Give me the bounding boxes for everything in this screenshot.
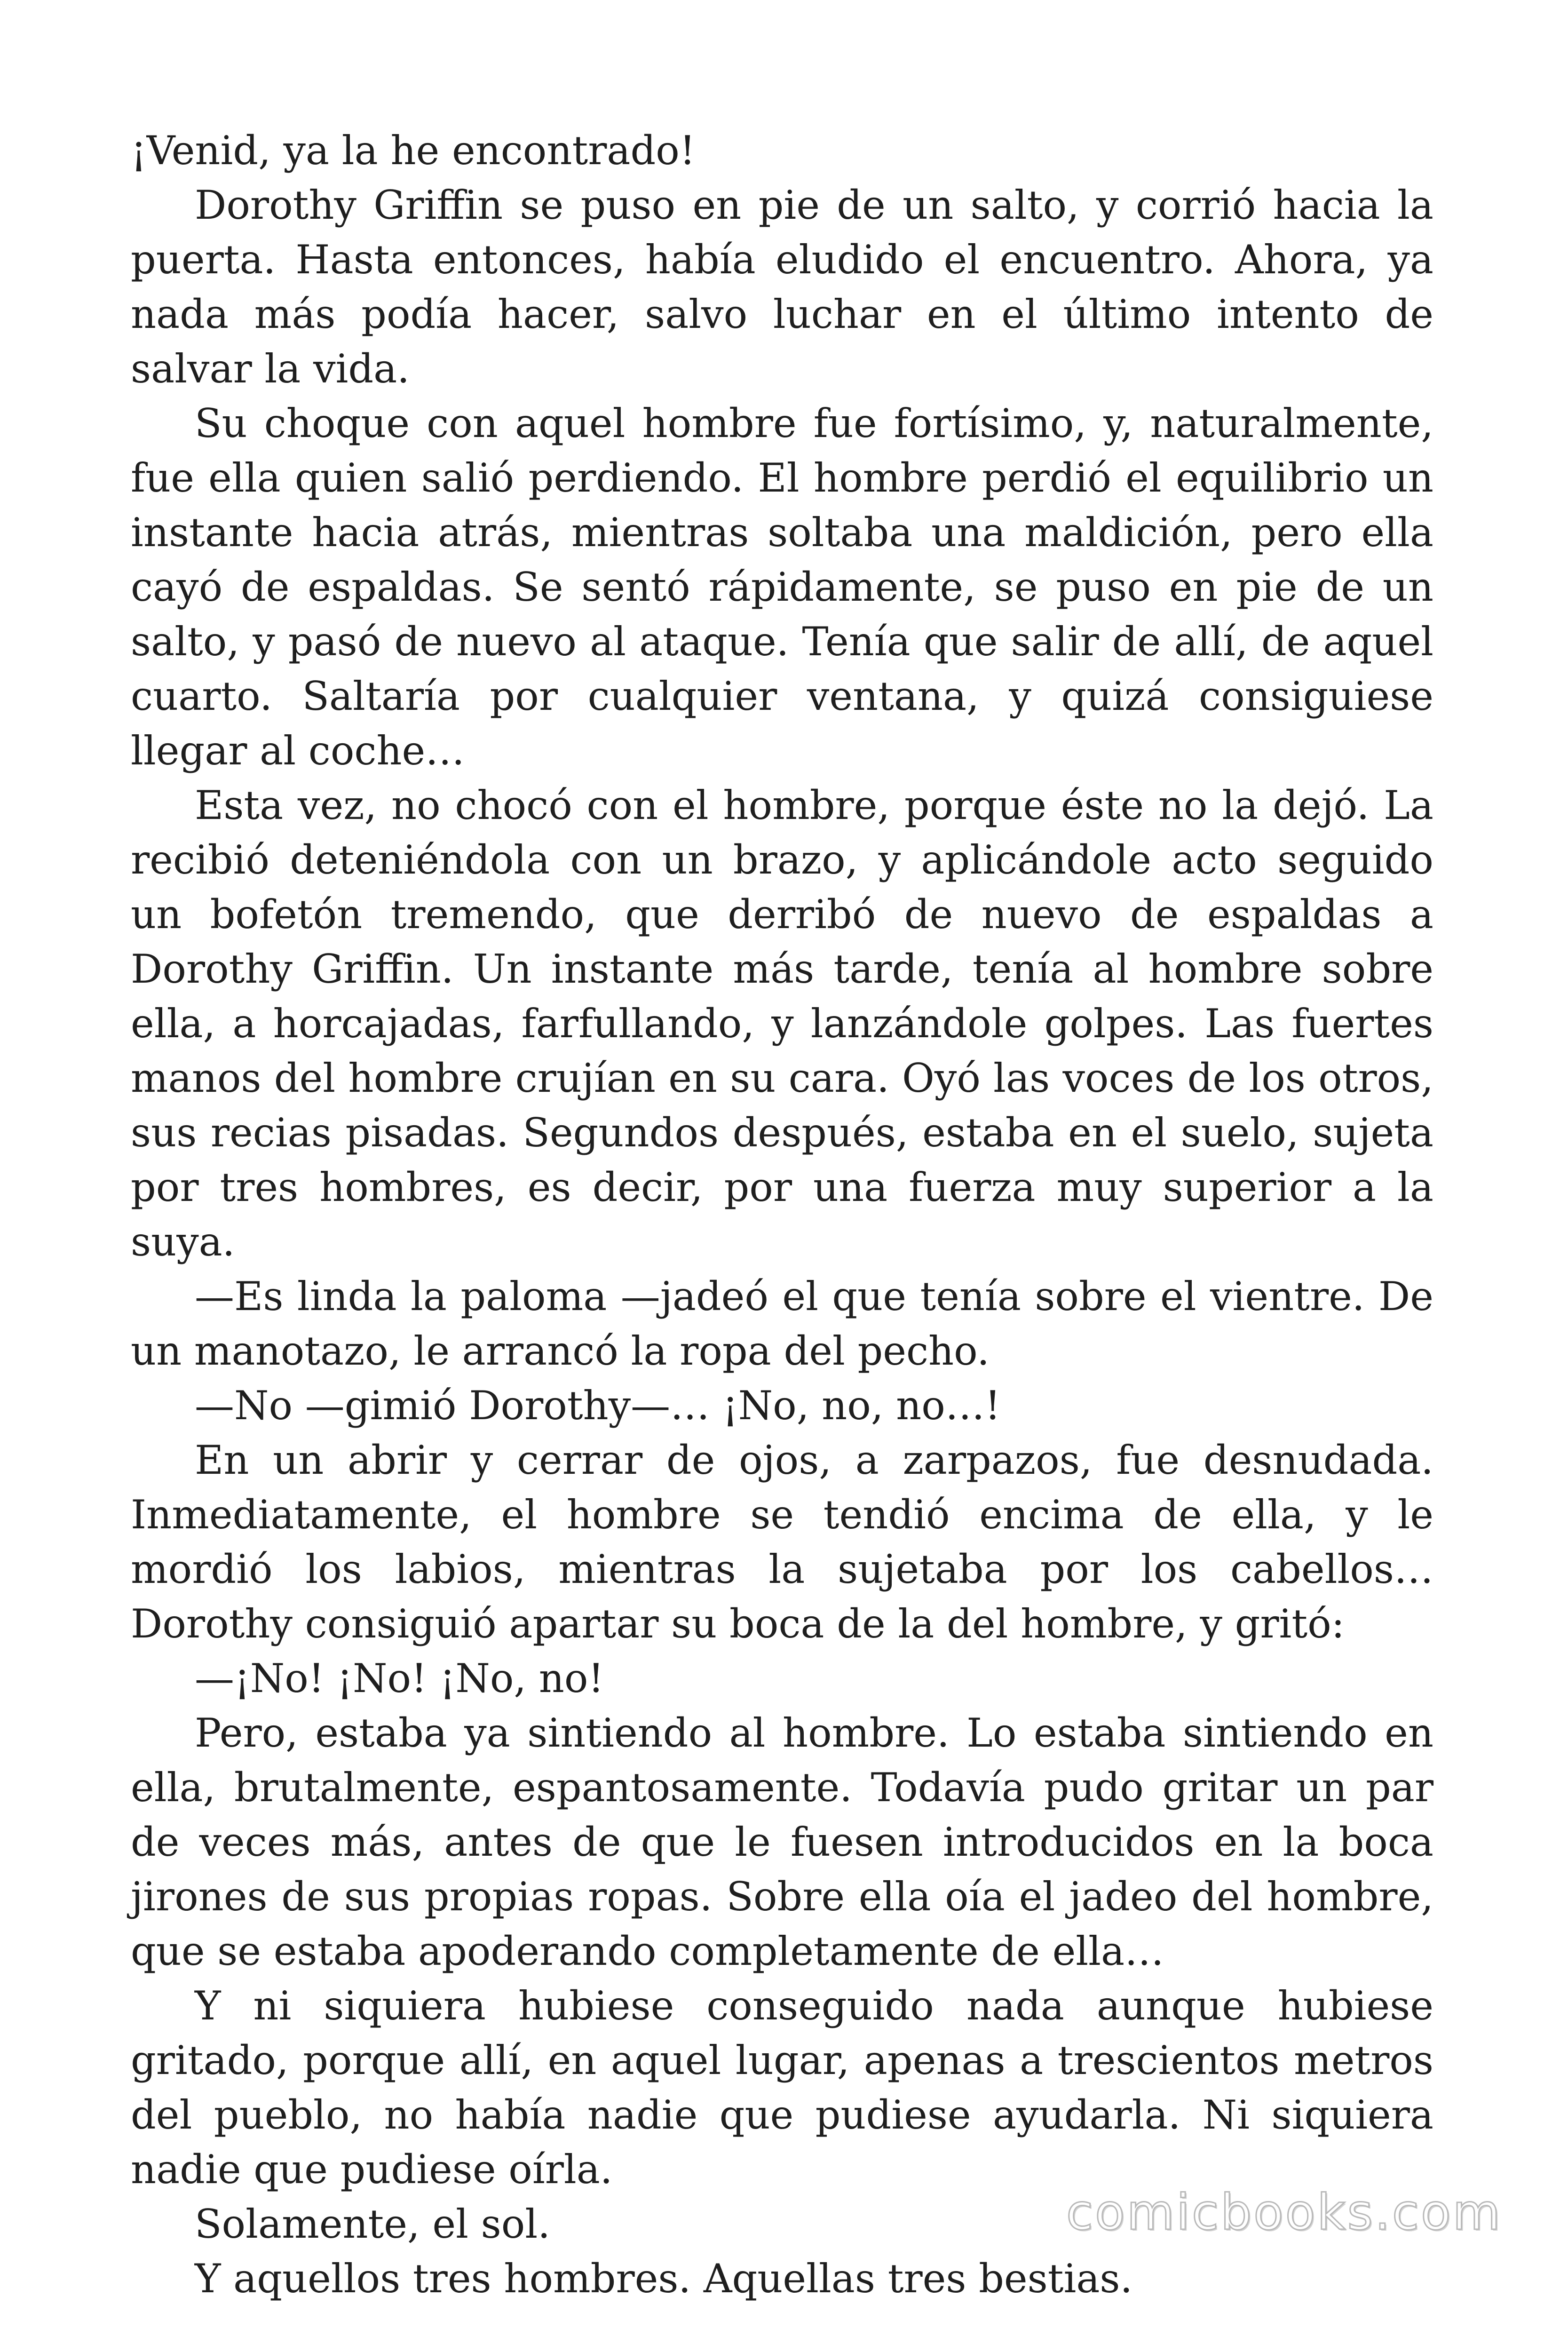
watermark: comicbooks.com: [1066, 2184, 1502, 2241]
paragraph: Y ni siquiera hubiese conseguido nada aunque hubiese gritado, porque allí, en aquel lugar, apenas a trescientos metros del pueblo, no había nadie que pudiese ayudarla. Ni siquiera nadie que pudiese oírla.: [131, 1983, 1433, 2193]
paragraph: ¡Venid, ya la he encontrado!: [131, 127, 696, 174]
paragraph: Solamente, el sol.: [195, 2201, 550, 2247]
paragraph: —¡No! ¡No! ¡No, no!: [195, 1655, 604, 1701]
paragraph: —Es linda la paloma —jadeó el que tenía sobre el vientre. De un manotazo, le arrancó la ropa del pecho.: [131, 1273, 1433, 1374]
paragraph: Su choque con aquel hombre fue fortísimo, y, naturalmente, fue ella quien salió perdiendo. El hombre perdió el equilibrio un instante hacia atrás, mientras soltaba una maldición, pero ella cayó de espaldas. Se sentó rápidamente, se puso en pie de un salto, y pasó de nuevo al ataque. Tenía que salir de allí, de aquel cuarto. Saltaría por cualquier ventana, y quizá consiguiese llegar al coche…: [131, 400, 1433, 774]
paragraph: Dorothy Griffin se puso en pie de un salto, y corrió hacia la puerta. Hasta entonces, había eludido el encuentro. Ahora, ya nada más podía hacer, salvo luchar en el último intento de salvar la vida.: [131, 182, 1433, 392]
page-body-text: [131, 123, 1433, 2306]
paragraph: En un abrir y cerrar de ojos, a zarpazos, fue desnudada. Inmediatamente, el hombre se tendió encima de ella, y le mordió los labios, mientras la sujetaba por los cabellos… Dorothy consiguió apartar su boca de la del hombre, y gritó:: [131, 1437, 1433, 1647]
paragraph: —No —gimió Dorothy—… ¡No, no, no…!: [195, 1383, 1001, 1429]
paragraph: Y aquellos tres hombres. Aquellas tres bestias.: [195, 2256, 1133, 2302]
paragraph: Pero, estaba ya sintiendo al hombre. Lo estaba sintiendo en ella, brutalmente, espantosamente. Todavía pudo gritar un par de veces más, antes de que le fuesen introducidos en la boca jirones de sus propias ropas. Sobre ella oía el jadeo del hombre, que se estaba apoderando completamente de ella…: [131, 1710, 1433, 1974]
paragraph: Esta vez, no chocó con el hombre, porque éste no la dejó. La recibió deteniéndola con un brazo, y aplicándole acto seguido un bofetón tremendo, que derribó de nuevo de espaldas a Dorothy Griffin. Un instante más tarde, tenía al hombre sobre ella, a horcajadas, farfullando, y lanzándole golpes. Las fuertes manos del hombre crujían en su cara. Oyó las voces de los otros, sus recias pisadas. Segundos después, estaba en el suelo, sujeta por tres hombres, es decir, por una fuerza muy superior a la suya.: [131, 782, 1433, 1265]
